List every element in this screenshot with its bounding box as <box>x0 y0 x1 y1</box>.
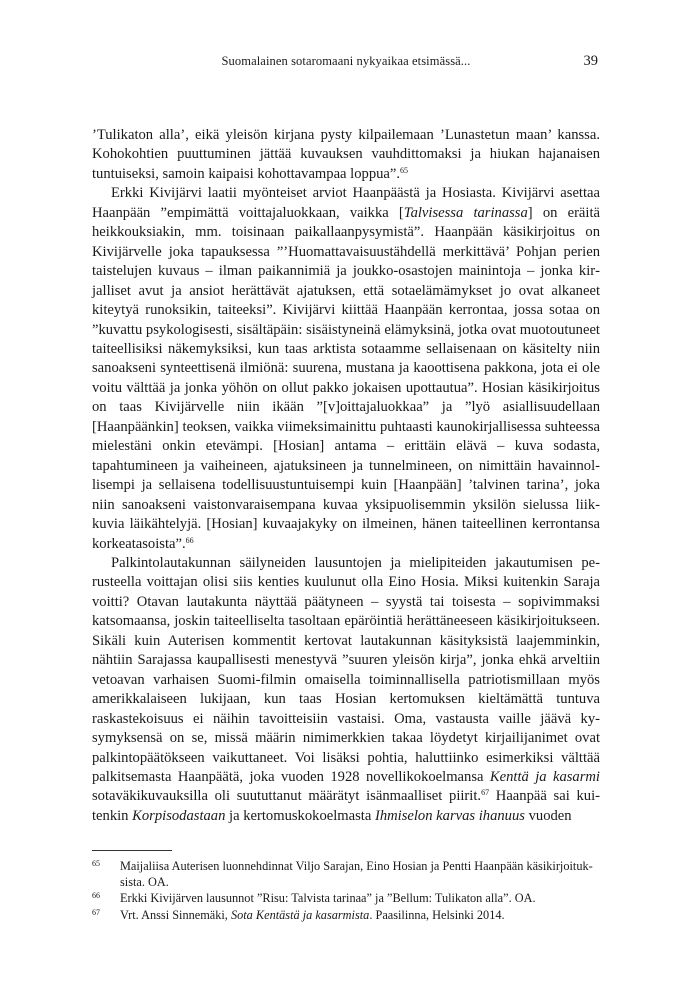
text-run: Vrt. Anssi Sinnemäki, <box>120 907 231 922</box>
text-run: ja kertomuskokoelmasta <box>225 807 375 824</box>
paragraph <box>92 554 600 826</box>
text-run: Erkki Kivijärvi laatii myönteiset arviot Haanpäästä ja Hosiasta. Kivijärvi asettaa Haanpään ”empimättä voittajaluokkaan, vaikka [ <box>92 185 600 221</box>
text-run: Erkki Kivijärven lausunnot ”Risu: Talvista tarinaa” ja ”Bellum: Tulikaton alla”. OA. <box>120 891 536 906</box>
footnote-ref: 66 <box>185 535 194 545</box>
body-text <box>92 126 600 826</box>
footnote <box>92 890 600 906</box>
text-run: . Paasilinna, Helsinki 2014. <box>369 907 505 922</box>
footnote-ref: 67 <box>481 788 490 798</box>
text-run: Haanpää sai kuitenkin <box>92 788 601 824</box>
text-run: ] on eräitä heikkouksiakin, mm. toisinaan paikallaanpysymistä”. Haanpään käsikirjoitus on Kivijärvelle joka tapauksessa ”’Huomattavaisuustähdellä merkittävä’ Pohjan perien taistelujen kuvaus – ilman paikannimiä ja joukko-osastojen mainintoja – jonka kirjalliset avut ja ansiot herättävät ajatuksen, että sotaelämämykset jo ovat alkaneet kiteytyä runoksikin, taiteeksi”. Kivijärvi kiittää Haanpään kerrontaa, jossa sotaa on ”kuvattu psykologisesti, sisältäpäin: sisäistyneinä elämyksinä, jotka ovat muotoutuneet taiteellisiksi näkemyksiksi, kun taas arktista sotaamme sellaisenaan on käsitelty niin sanoakseni synteettisenä ilmiönä: suurena, mustana ja kaoottisena pakkona, jota ei ole voitu välttää ja jonka yöhön on ollut pakko jokaisen upottautua”. Hosian käsikirjoitus on taas Kivijärvelle niin ikään ”[v]oittajaluokkaa” ja ”lyö asiallisuudellaan [Haanpäänkin] teoksen, vaikka viimeksimainittu puhtaasti kaunokirjallisessa suhteessa mielestäni onkin etevämpi. [Hosian] antama – erittäin elävä – kuva sodasta, tapahtumineen ja vaiheineen, ajatuksineen ja tunnelmineen, on nimittäin havainnollisempi ja sellaisena todellisuustuntuisempi kuin [Haanpään] ’talvinen tarina’, joka niin sanoakseni vaistonvaraisempana kuvaa yksipuolisemmin yksilön sielussa liikkuvia läikähtelyjä. [Hosian] kuvaajakyky on ilmeinen, hänen taiteellinen kerrontansa korkeatasoista”. <box>92 204 600 552</box>
paragraph <box>92 184 600 554</box>
italic-title: Ihmiselon karvas ihanuus <box>374 807 525 824</box>
italic-title: Talvisessa tarinassa <box>403 204 528 221</box>
footnote <box>92 907 600 923</box>
footnote-separator <box>92 850 172 851</box>
running-header <box>92 54 600 74</box>
paragraph <box>92 126 600 184</box>
italic-title: Sota Kentästä ja kasarmista <box>230 907 370 922</box>
footnotes <box>92 858 600 923</box>
footnote-text <box>120 858 600 890</box>
text-run: Palkintolautakunnan säilyneiden lausuntojen ja mielipiteiden jakautumisen perusteella voittajan olisi siis kenties kuulunut olla Eino Hosia. Miksi kuitenkin Saraja voitti? Otavan lautakunta näyttää päätyneen – syystä tai toisesta – sopivimmaksi katsomaansa, joskin taiteelliselta tasoltaan epäröintiä herättäneeseen käsikirjoitukseen. Sikäli kuin Auterisen kommentit kertovat lautakunnan käsityksistä laajemminkin, nähtiin Sarajassa kaupallisesti menestyvä ”suuren yleisön kirja”, jonka ehkä arveltiin vetoavan varhaisen Suomi-filmin omaisella toiminnallisella patriotismillaan myös amerikkalaiseen lukijaan, kun taas Hosian kertomuksen kieltämättä tuntuva raskastekoisuus ei näihin tavoitteisiin vastaisi. Oma, vastausta vaille jäävä kysymyksensä on se, missä määrin nimimerkkien takaa löydetyt kirjailijanimet ovat palkintopäätökseen vaikuttaneet. Voi lisäksi pohtia, haluttiinko esimerkiksi välttää palkitsemasta Haanpäätä, joka vuoden 1928 novellikokoelmansa <box>92 554 600 785</box>
footnote-text <box>120 890 600 906</box>
page-number: 39 <box>583 53 598 69</box>
text-run: Maijaliisa Auterisen luonnehdinnat Viljo Sarajan, Eino Hosian ja Pentti Haanpään käsikirjoituksista. OA. <box>120 859 593 890</box>
footnote-number: 65 <box>92 859 100 868</box>
footnote-number: 66 <box>92 891 100 901</box>
italic-title: Kenttä ja kasarmi <box>489 768 600 785</box>
footnote-ref: 65 <box>400 165 409 175</box>
text-run: ’Tulikaton alla’, eikä yleisön kirjana pysty kilpailemaan ’Lunastetun maan’ kanssa. Kohokohtien puuttuminen jättää kuvauksen vauhdittomaksi ja hiukan hajanaisen tuntuiseksi, samoin kaipaisi kohottavampaa loppua”. <box>92 127 600 182</box>
italic-title: Korpisodastaan <box>132 807 226 824</box>
text-run: vuoden <box>524 807 572 824</box>
running-title: Suomalainen sotaromaani nykyaikaa etsimässä... <box>221 54 471 68</box>
text-run: sotaväkikuvauksilla oli suututtanut määrätyt isänmaalliset piirit. <box>92 788 482 805</box>
footnote-text <box>120 907 600 923</box>
footnote <box>92 858 600 890</box>
footnote-number: 67 <box>92 907 100 917</box>
